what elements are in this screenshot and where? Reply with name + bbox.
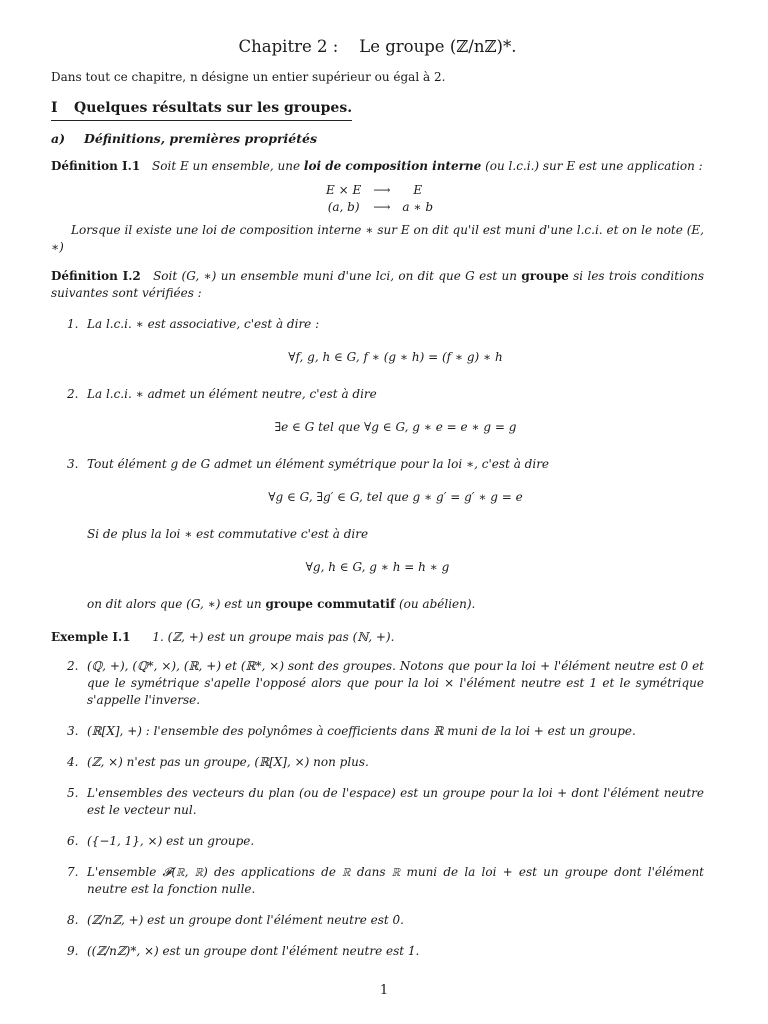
chapter-title [51,36,704,58]
axiom-item [51,316,704,366]
example-text: ({−1, 1}, ×) est un groupe. [87,834,255,848]
commutative-text: Si de plus la loi ∗ est commutative c'est à dire [87,527,369,541]
example-item [51,785,704,819]
example-text: (ℚ, +), (ℚ*, ×), (ℝ, +) et (ℝ*, ×) sont des groupes. Notons que pour la loi + l'élément neutre est 0 et que le symétrique s'apelle l'opposé alors que pour la loi × l'élément neutre est 1 et le symétrique s'appelle l'inverse. [87,659,704,707]
example-number: 4. [67,755,79,769]
definition-1-remark: Lorsque il existe une loi de composition interne ∗ sur E on dit qu'il est muni d'une l.c.i. et on le note (E, ∗) [51,223,704,254]
example-item [51,864,704,898]
example-number: 3. [67,724,79,738]
axiom-number: 1. [67,317,79,331]
definition-1-label: Définition I.1 [51,159,141,173]
section-number: I [51,100,58,116]
example-1-number: 1. [152,630,164,644]
example-text: L'ensemble 𝓕(ℝ, ℝ) des applications de ℝ dans ℝ muni de la loi + est un groupe dont l'élément neutre est la fonction nulle. [87,865,704,896]
axiom-text: La l.c.i. ∗ admet un élément neutre, c'est à dire [87,387,377,401]
chapter-number: Chapitre 2 : [238,37,339,56]
example-number: 2. [67,659,79,673]
axiom-number: 2. [67,387,79,401]
definition-2-label: Définition I.2 [51,269,141,283]
example-heading [51,629,704,646]
axiom-item [51,456,704,506]
definition-1-post: (ou l.c.i.) sur E est une application : [485,159,703,173]
axiom-text: Tout élément g de G admet un élément symétrique pour la loi ∗, c'est à dire [87,457,550,471]
example-item [51,912,704,929]
example-item [51,833,704,850]
section-heading [51,100,352,121]
definition-2-term: groupe [521,269,569,283]
definition-1 [51,158,704,175]
example-item [51,723,704,740]
example-text: (ℤ, ×) n'est pas un groupe, (ℝ[X], ×) non plus. [87,755,369,769]
subsection-heading [51,130,704,147]
commutative-conclusion [51,596,704,613]
definition-2-pre: Soit (G, ∗) un ensemble muni d'une lci, on dit que G est un [153,269,517,283]
axiom-item [51,386,704,436]
mapping-arrow: ⟶ [373,183,391,197]
definition-1-term: loi de composition interne [303,159,482,173]
axiom-text: La l.c.i. ∗ est associative, c'est à dire : [87,317,320,331]
section-title: Quelques résultats sur les groupes. [74,100,353,116]
example-number: 9. [67,944,79,958]
example-label: Exemple I.1 [51,630,131,644]
page-number: 1 [379,983,389,998]
mapping-arrow-2: ⟶ [373,200,391,214]
mapping-domain: E × E [326,183,362,197]
mapping-display [320,182,439,216]
page [51,36,704,974]
mapping-image: a ∗ b [402,200,434,214]
definition-2 [51,268,704,302]
commutative-post: (ou abélien). [398,597,476,611]
group-axioms-list [51,316,704,506]
definition-1-pre: Soit E un ensemble, une [152,159,301,173]
example-number: 7. [67,865,79,879]
definition-2-post: si les trois conditions suivantes sont vérifiées : [51,269,704,300]
example-1-text: (ℤ, +) est un groupe mais pas (ℕ, +). [167,630,395,644]
commutative-term: groupe commutatif [265,597,396,611]
axiom-number: 3. [67,457,79,471]
axiom-formula: ∀f, g, h ∈ G, f ∗ (g ∗ h) = (f ∗ g) ∗ h [288,350,503,364]
example-number: 8. [67,913,79,927]
example-item [51,943,704,960]
subsection-title: Définitions, premières propriétés [84,131,317,146]
example-number: 6. [67,834,79,848]
commutative-formula: ∀g, h ∈ G, g ∗ h = h ∗ g [305,560,450,574]
example-item [51,658,704,709]
subsection-number: a) [51,131,66,146]
chapter-subject: Le groupe (ℤ/nℤ)*. [359,37,517,56]
mapping-codomain: E [413,183,423,197]
intro-text: Dans tout ce chapitre, n désigne un entier supérieur ou égal à 2. [51,70,446,84]
example-number: 5. [67,786,79,800]
example-text: ((ℤ/nℤ)*, ×) est un groupe dont l'élément neutre est 1̇. [87,944,420,958]
commutative-pre: on dit alors que (G, ∗) est un [87,597,262,611]
mapping-pair: (a, b) [327,200,360,214]
example-item [51,754,704,771]
example-text: (ℤ/nℤ, +) est un groupe dont l'élément neutre est 0̇. [87,913,404,927]
examples-list [51,658,704,960]
example-text: L'ensembles des vecteurs du plan (ou de l'espace) est un groupe pour la loi + dont l'élément neutre est le vecteur nul. [87,786,704,817]
example-text: (ℝ[X], +) : l'ensemble des polynômes à coefficients dans ℝ muni de la loi + est un groupe. [87,724,636,738]
axiom-formula: ∃e ∈ G tel que ∀g ∈ G, g ∗ e = e ∗ g = g [274,420,517,434]
axiom-formula: ∀g ∈ G, ∃g′ ∈ G, tel que g ∗ g′ = g′ ∗ g = e [268,490,523,504]
